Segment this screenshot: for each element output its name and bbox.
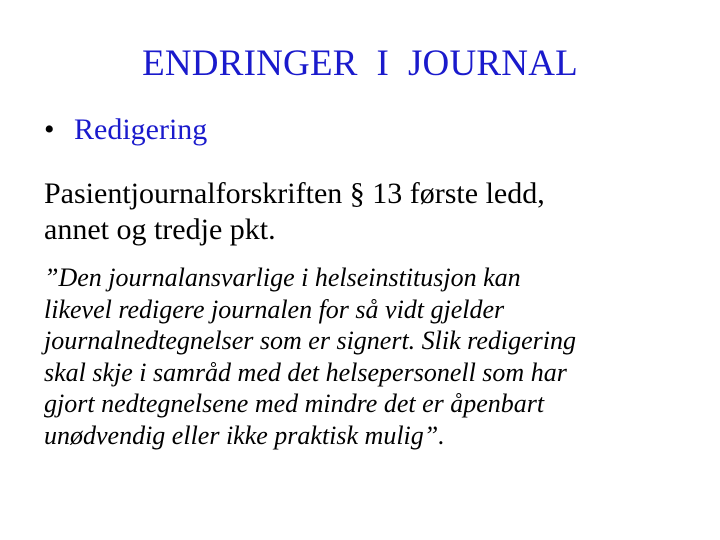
heading-line: Pasientjournalforskriften § 13 første ledd,: [44, 177, 545, 210]
quote-line: journalnedtegnelser som er signert. Slik redigering: [44, 326, 576, 355]
quote-line: unødvendig eller ikke praktisk mulig”.: [44, 420, 445, 450]
regulation-quote: [44, 262, 704, 451]
quote-line: likevel redigere journalen for så vidt gjelder: [44, 294, 505, 324]
heading-line: annet og tredje pkt.: [44, 213, 276, 246]
slide-title: ENDRINGER I JOURNAL: [142, 43, 578, 84]
bullet-text: Redigering: [74, 113, 208, 146]
quote-line: gjort nedtegnelsene med mindre det er åpenbart: [44, 389, 545, 418]
bullet-marker: •: [44, 113, 55, 146]
quote-line: ”Den journalansvarlige i helseinstitusjon kan: [44, 263, 521, 292]
regulation-heading: [44, 176, 704, 248]
quote-line: skal skje i samråd med det helsepersonell som har: [44, 357, 567, 387]
bullet-item: [44, 112, 207, 148]
